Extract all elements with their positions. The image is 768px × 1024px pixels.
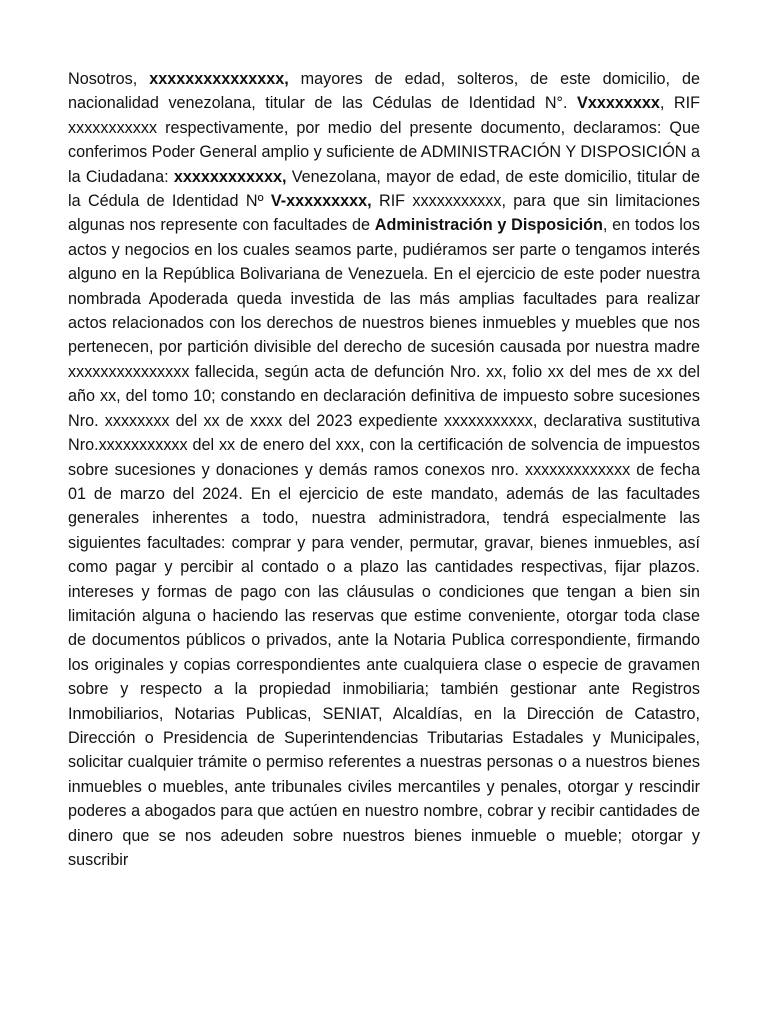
text-segment: RIF xxxxxxxxxxx, para que sin limitaciones algunas nos represente con facultades de (68, 192, 700, 235)
document-page (68, 67, 700, 872)
text-segment: mayores de edad, solteros, de este domicilio, de nacionalidad venezolana, titular de las Cédulas de Identidad N°. (68, 70, 700, 113)
bold-segment-names: xxxxxxxxxxxxxxx, (149, 70, 289, 88)
bold-segment-id: Vxxxxxxxx (577, 94, 660, 113)
bold-segment-powers: Administración y Disposición (374, 216, 603, 235)
text-segment: Nosotros, (68, 70, 150, 88)
document-paragraph (68, 67, 700, 872)
bold-segment-attorney-id: V-xxxxxxxxx, (270, 192, 372, 211)
text-segment: Venezolana, mayor de edad, de este domicilio, titular de la Cédula de Identidad Nº (68, 167, 701, 211)
text-segment: , en todos los actos y negocios en los cuales seamos parte, pudiéramos ser parte o tengamos interés alguno en la República Bolivariana de Venezuela. En el ejercicio de este poder nuestra nombrada Apoderada queda investida de las más amplias facultades para realizar actos relacionados con los derechos de nuestros bienes inmuebles y muebles que nos pertenecen, por partición divisible del derecho de sucesión causada por nuestra madre xxxxxxxxxxxxxxx fallecida, según acta de defunción Nro. xx, folio xx del mes de xx del año xx, del tomo 10; constando en declaración definitiva de impuesto sobre sucesiones Nro. xxxxxxxx del xx de xxxx del 2023 expediente xxxxxxxxxxx, declarativa sustitutiva Nro.xxxxxxxxxxx del xx de enero del xxx, con la certificación de solvencia de impuestos sobre sucesiones y donaciones y demás ramos conexos nro. xxxxxxxxxxxxx de fecha 01 de marzo del 2024. En el ejercicio de este mandato, además de las facultades generales inherentes a todo, nuestra administradora, tendrá especialmente las siguientes facultades: comprar y para vender, permutar, gravar, bienes inmuebles, así como pagar y percibir al contado o a plazo las cantidades respectivas, fijar plazos. intereses y formas de pago con las cláusulas o condiciones que tengan a bien sin limitación alguna o haciendo las reservas que estime conveniente, otorgar toda clase de documentos públicos o privados, ante la Notaria Publica correspondiente, firmando los originales y copias correspondientes ante cualquiera clase o especie de gravamen sobre y respecto a la propiedad inmobiliaria; también gestionar ante Registros Inmobiliarios, Notarias Publicas, SENIAT, Alcaldías, en la Dirección de Catastro, Dirección o Presidencia de Superintendencias Tributarias Estadales y Municipales, solicitar cualquier trámite o permiso referentes a nuestras personas o a nuestros bienes inmuebles o muebles, ante tribunales civiles mercantiles y penales, otorgar y rescindir poderes a abogados para que actúen en nuestro nombre, cobrar y recibir cantidades de dinero que se nos adeuden sobre nuestros bienes inmueble o mueble; otorgar y suscribir (68, 216, 700, 869)
bold-segment-attorney-name: xxxxxxxxxxxx, (173, 167, 287, 186)
text-segment: , RIF xxxxxxxxxxx respectivamente, por medio del presente documento, declaramos: Que conferimos Poder General amplio y suficiente de ADMINISTRACIÓN Y DISPOSICIÓN a la Ciudadana: (68, 94, 700, 186)
